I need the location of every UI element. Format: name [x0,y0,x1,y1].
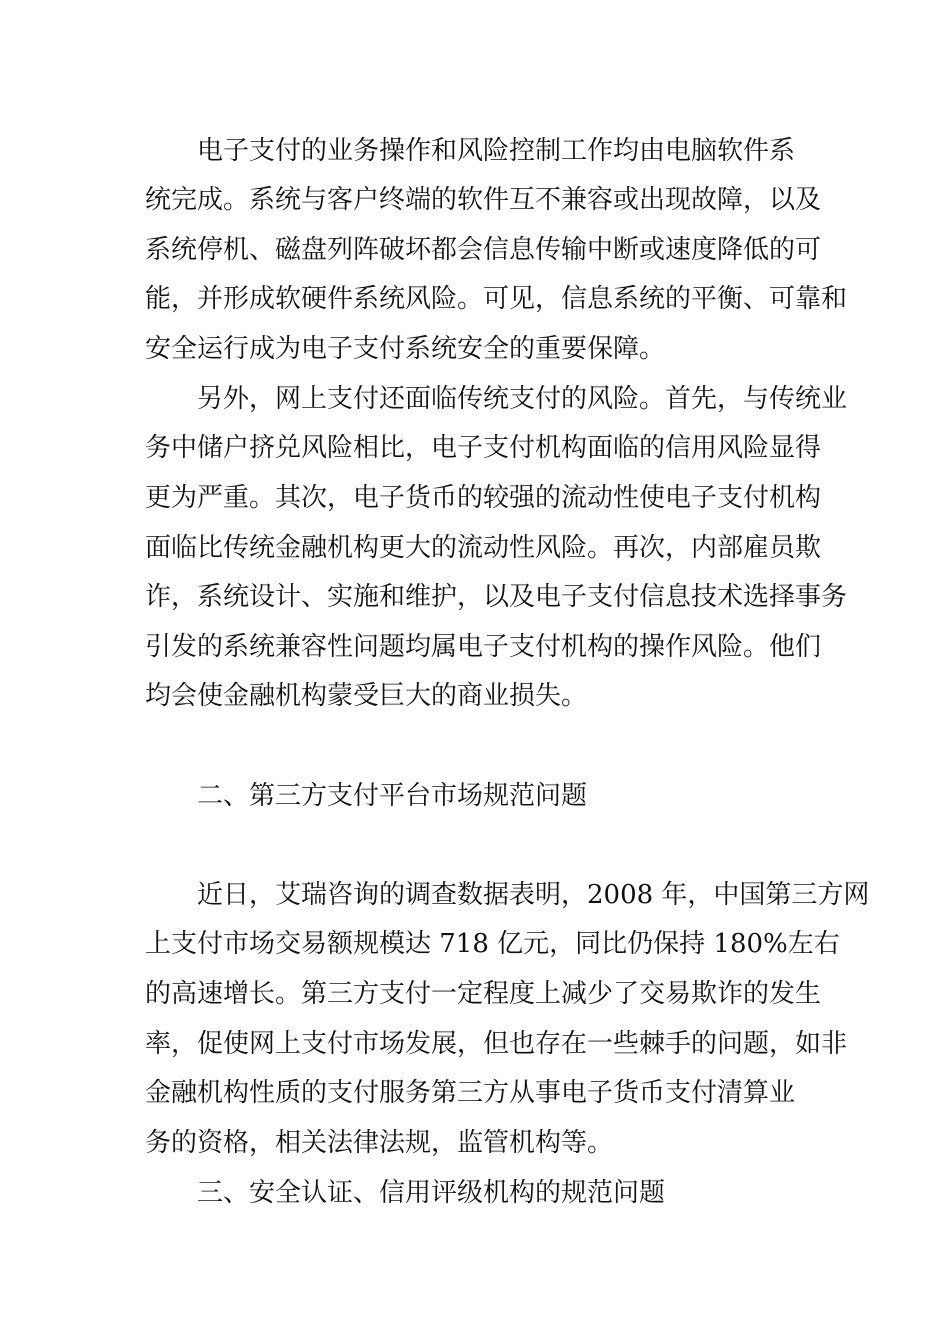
paragraph-1-line-3: 系统停机、磁盘列阵破坏都会信息传输中断或速度降低的可 [145,235,822,265]
paragraph-2-line-2: 务中储户挤兑风险相比，电子支付机构面临的信用风险显得 [145,433,822,463]
paragraph-2-line-6: 引发的系统兼容性问题均属电子支付机构的操作风险。他们 [145,632,822,662]
paragraph-2-line-1: 另外，网上支付还面临传统支付的风险。首先，与传统业 [197,384,848,414]
paragraph-3-line-4: 率，促使网上支付市场发展，但也存在一些棘手的问题，如非 [145,1029,848,1059]
paragraph-3-line-5: 金融机构性质的支付服务第三方从事电子货币支付清算业 [145,1078,796,1108]
paragraph-1-line-1: 电子支付的业务操作和风险控制工作均由电脑软件系 [197,136,796,166]
section-heading-3: 三、安全认证、信用评级机构的规范问题 [197,1178,666,1208]
paragraph-2-line-4: 面临比传统金融机构更大的流动性风险。再次，内部雇员欺 [145,533,822,563]
paragraph-1-line-5: 安全运行成为电子支付系统安全的重要保障。 [145,334,666,364]
section-heading-2: 二、第三方支付平台市场规范问题 [197,781,588,811]
paragraph-3-line-2: 上支付市场交易额规模达 718 亿元，同比仍保持 180%左右 [145,929,840,959]
paragraph-3-line-3: 的高速增长。第三方支付一定程度上减少了交易欺诈的发生 [145,979,822,1009]
paragraph-3-line-6: 务的资格，相关法律法规，监管机构等。 [145,1128,614,1158]
paragraph-3-line-1: 近日，艾瑞咨询的调查数据表明，2008 年，中国第三方网 [197,880,870,910]
paragraph-1-line-4: 能，并形成软硬件系统风险。可见，信息系统的平衡、可靠和 [145,284,848,314]
paragraph-1-line-2: 统完成。系统与客户终端的软件互不兼容或出现故障，以及 [145,185,822,215]
paragraph-2-line-3: 更为严重。其次，电子货币的较强的流动性使电子支付机构 [145,483,822,513]
paragraph-2-line-5: 诈，系统设计、实施和维护，以及电子支付信息技术选择事务 [145,582,848,612]
paragraph-2-line-7: 均会使金融机构蒙受巨大的商业损失。 [145,681,588,711]
